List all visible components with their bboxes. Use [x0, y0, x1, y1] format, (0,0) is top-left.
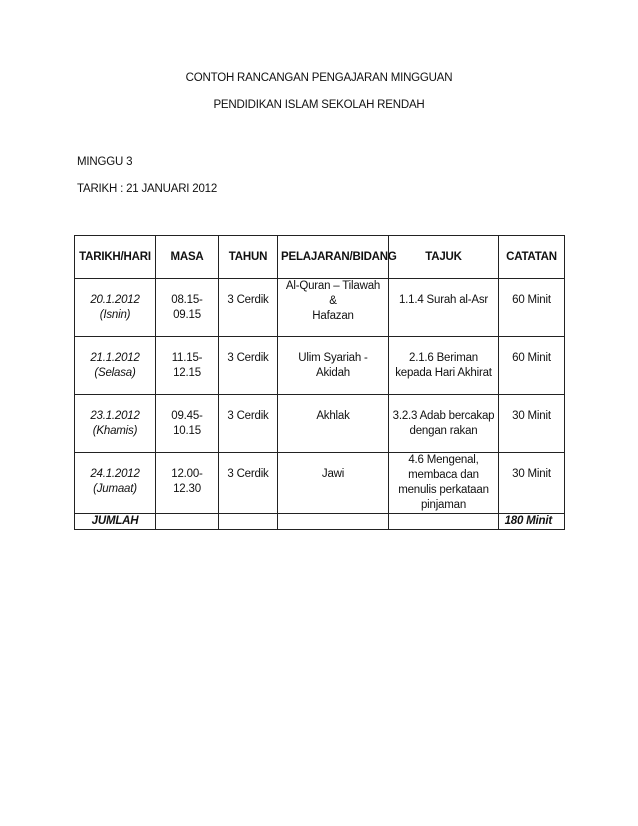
topic-cell-line: 1.1.4 Surah al-Asr — [398, 294, 489, 306]
date-day-cell — [75, 337, 156, 395]
date-label: TARIKH : 21 JANUARI 2012 — [77, 183, 218, 195]
subject-cell — [278, 279, 389, 337]
time-text: 12.30 — [173, 483, 201, 495]
note-cell: 60 Minit — [499, 337, 565, 395]
header-year: TAHUN — [219, 236, 278, 279]
topic-cell — [389, 279, 499, 337]
topic-cell-line: pinjaman — [420, 499, 467, 511]
subject-cell-line: Akidah — [316, 367, 350, 379]
table-row — [75, 279, 565, 337]
year-cell: 3 Cerdik — [219, 453, 278, 514]
table-row — [75, 337, 565, 395]
topic-cell-line: 4.6 Mengenal, — [408, 454, 479, 466]
time-text: 11.15- — [171, 352, 203, 364]
time-cell — [156, 337, 219, 395]
note-cell: 60 Minit — [499, 279, 565, 337]
total-label: JUMLAH — [75, 514, 156, 530]
total-value: 180 Minit — [499, 514, 565, 530]
subject-cell-line: Ulim Syariah - — [298, 352, 368, 364]
header-time: MASA — [156, 236, 219, 279]
time-text: 08.15- — [171, 294, 203, 306]
week-label: MINGGU 3 — [77, 156, 133, 168]
empty-cell — [389, 514, 499, 530]
topic-cell-line: kepada Hari Akhirat — [395, 367, 492, 379]
date-day-cell — [75, 395, 156, 453]
subject-cell-line: Hafazan — [312, 310, 354, 322]
total-row — [75, 514, 565, 530]
time-text: 12.15 — [173, 367, 201, 379]
date-text: 23.1.2012 — [90, 410, 140, 422]
topic-cell-line: membaca dan — [408, 469, 479, 481]
year-cell: 3 Cerdik — [219, 395, 278, 453]
table-header-row — [75, 236, 565, 279]
lesson-plan-table — [74, 235, 565, 530]
subject-cell-line: Al-Quran – Tilawah — [285, 280, 381, 292]
subject-cell-line: & — [329, 295, 337, 307]
subject-cell — [278, 337, 389, 395]
time-text: 09.45- — [171, 410, 203, 422]
empty-cell — [156, 514, 219, 530]
date-day-cell — [75, 279, 156, 337]
day-text: (Isnin) — [99, 309, 131, 321]
day-text: (Khamis) — [92, 425, 138, 437]
year-cell: 3 Cerdik — [219, 279, 278, 337]
note-cell: 30 Minit — [499, 395, 565, 453]
day-text: (Selasa) — [94, 367, 136, 379]
subject-cell-line: Akhlak — [316, 410, 350, 422]
topic-cell-line: menulis perkataan — [398, 484, 489, 496]
time-cell — [156, 279, 219, 337]
header-date-day: TARIKH/HARI — [75, 236, 156, 279]
document-subtitle: PENDIDIKAN ISLAM SEKOLAH RENDAH — [213, 99, 425, 111]
date-text: 20.1.2012 — [90, 294, 140, 306]
date-text: 21.1.2012 — [90, 352, 140, 364]
empty-cell — [278, 514, 389, 530]
table-row — [75, 453, 565, 514]
header-subject: PELAJARAN/BIDANG — [278, 236, 389, 279]
header-topic: TAJUK — [389, 236, 499, 279]
header-note: CATATAN — [499, 236, 565, 279]
subject-cell — [278, 395, 389, 453]
time-text: 09.15 — [173, 309, 201, 321]
table-row — [75, 395, 565, 453]
topic-cell — [389, 453, 499, 514]
topic-cell-line: 3.2.3 Adab bercakap — [392, 410, 495, 422]
topic-cell — [389, 395, 499, 453]
time-cell — [156, 395, 219, 453]
subject-cell — [278, 453, 389, 514]
document-title: CONTOH RANCANGAN PENGAJARAN MINGGUAN — [185, 72, 453, 84]
time-cell — [156, 453, 219, 514]
time-text: 10.15 — [173, 425, 201, 437]
subject-cell-line: Jawi — [321, 468, 345, 480]
topic-cell-line: dengan rakan — [409, 425, 478, 437]
topic-cell-line: 2.1.6 Beriman — [409, 352, 478, 364]
topic-cell — [389, 337, 499, 395]
date-text: 24.1.2012 — [90, 468, 140, 480]
day-text: (Jumaat) — [93, 483, 137, 495]
empty-cell — [219, 514, 278, 530]
note-cell: 30 Minit — [499, 453, 565, 514]
year-cell: 3 Cerdik — [219, 337, 278, 395]
time-text: 12.00- — [171, 468, 203, 480]
date-day-cell — [75, 453, 156, 514]
